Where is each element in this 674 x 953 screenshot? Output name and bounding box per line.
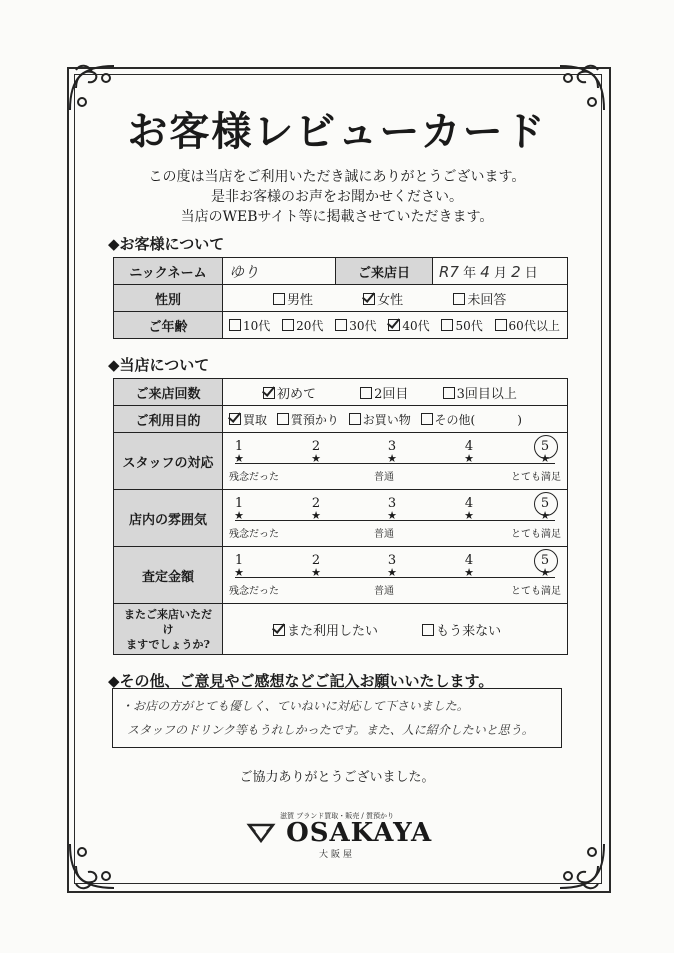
intro-line-1: この度は当店をご利用いただき誠にありがとうございます。 bbox=[148, 169, 526, 185]
gender-option-male[interactable]: 男性 bbox=[273, 293, 313, 308]
rating-number-4[interactable]: 4 bbox=[464, 439, 474, 454]
purpose-label: ご利用目的 bbox=[114, 406, 223, 433]
page-title: お客様レビューカード bbox=[127, 108, 547, 155]
thanks-message: ご協力ありがとうございました。 bbox=[239, 770, 435, 785]
star-icon: ★ bbox=[540, 452, 550, 465]
age-option-30s[interactable]: 30代 bbox=[335, 319, 376, 333]
age-option-40s[interactable]: 40代 bbox=[388, 319, 429, 333]
star-icon: ★ bbox=[234, 452, 244, 465]
rating-number-2[interactable]: 2 bbox=[311, 439, 321, 454]
star-icon: ★ bbox=[387, 566, 397, 579]
rating-label-atmosphere: 店内の雰囲気 bbox=[114, 490, 223, 547]
rating-high-label: とても満足 bbox=[511, 586, 561, 597]
logo-japanese: 大阪屋 bbox=[318, 850, 355, 860]
rating-number-4[interactable]: 4 bbox=[464, 496, 474, 511]
store-table bbox=[113, 378, 568, 655]
rating-high-label: とても満足 bbox=[511, 529, 561, 540]
rating-mid-label: 普通 bbox=[374, 529, 394, 540]
comments-box[interactable] bbox=[112, 688, 562, 748]
rating-number-1[interactable]: 1 bbox=[234, 439, 244, 454]
selected-rating-circle bbox=[534, 549, 558, 573]
purpose-option-buy[interactable]: 買取 bbox=[229, 413, 267, 427]
star-icon: ★ bbox=[464, 452, 474, 465]
rating-label-price: 査定金額 bbox=[114, 547, 223, 604]
comment-line-1: ・お店の方がとても優しく、ていねいに対応して下さいました。 bbox=[121, 699, 469, 713]
rating-low-label: 残念だった bbox=[229, 529, 279, 540]
rating-mid-label: 普通 bbox=[374, 586, 394, 597]
rating-number-3[interactable]: 3 bbox=[387, 439, 397, 454]
selected-rating-circle bbox=[534, 435, 558, 459]
star-icon: ★ bbox=[387, 452, 397, 465]
rating-mid-label: 普通 bbox=[374, 472, 394, 483]
star-icon: ★ bbox=[464, 509, 474, 522]
visit-date-label: ご来店日 bbox=[336, 258, 433, 285]
gender-option-none[interactable]: 未回答 bbox=[453, 293, 506, 308]
rating-number-2[interactable]: 2 bbox=[311, 553, 321, 568]
visits-option-second[interactable]: 2回目 bbox=[360, 387, 408, 402]
visit-date-field[interactable]: R7 年 4 月 2 日 bbox=[433, 258, 568, 285]
star-icon: ★ bbox=[311, 452, 321, 465]
star-icon: ★ bbox=[311, 509, 321, 522]
rating-high-label: とても満足 bbox=[511, 472, 561, 483]
rating-number-2[interactable]: 2 bbox=[311, 496, 321, 511]
logo-subtitle: 滋賀 ブランド買取・販売 / 質預かり bbox=[279, 812, 395, 820]
rating-number-3[interactable]: 3 bbox=[387, 496, 397, 511]
customer-heading: ◆お客様について bbox=[108, 235, 225, 253]
gender-label: 性別 bbox=[114, 285, 223, 312]
intro-line-3: 当店のWEBサイト等に掲載させていただきます。 bbox=[180, 209, 494, 225]
age-label: ご年齢 bbox=[114, 312, 223, 339]
visits-label: ご来店回数 bbox=[114, 379, 223, 406]
rating-low-label: 残念だった bbox=[229, 472, 279, 483]
corner-ornament-icon bbox=[62, 836, 122, 896]
purpose-option-other[interactable]: その他( ) bbox=[421, 413, 522, 427]
rating-label-staff: スタッフの対応 bbox=[114, 433, 223, 490]
intro-line-2: 是非お客様のお声をお聞かせください。 bbox=[211, 189, 463, 205]
osakaya-logo: OSAKAYA bbox=[246, 818, 432, 848]
rating-low-label: 残念だった bbox=[229, 586, 279, 597]
gender-option-female[interactable]: 女性 bbox=[363, 293, 403, 308]
return-option-yes[interactable]: また利用したい bbox=[273, 624, 378, 639]
age-option-50s[interactable]: 50代 bbox=[441, 319, 482, 333]
rating-scale-atmosphere[interactable] bbox=[229, 493, 561, 543]
visits-option-first[interactable]: 初めて bbox=[263, 387, 316, 402]
rating-number-5[interactable]: 5 bbox=[540, 439, 550, 454]
rating-line bbox=[235, 577, 555, 578]
store-heading: ◆当店について bbox=[108, 356, 210, 374]
star-icon: ★ bbox=[540, 509, 550, 522]
rating-number-1[interactable]: 1 bbox=[234, 496, 244, 511]
star-icon: ★ bbox=[234, 509, 244, 522]
diamond-logo-icon bbox=[246, 821, 276, 843]
star-icon: ★ bbox=[311, 566, 321, 579]
purpose-option-shop[interactable]: お買い物 bbox=[349, 413, 411, 427]
rating-number-1[interactable]: 1 bbox=[234, 553, 244, 568]
age-option-20s[interactable]: 20代 bbox=[282, 319, 323, 333]
checkbox-icon bbox=[453, 293, 465, 305]
star-icon: ★ bbox=[234, 566, 244, 579]
visits-option-third[interactable]: 3回目以上 bbox=[443, 387, 517, 402]
comments-heading: ◆その他、ご意見やご感想などご記入お願いいたします。 bbox=[108, 672, 494, 690]
rating-line bbox=[235, 463, 555, 464]
nickname-value[interactable]: ゆり bbox=[229, 262, 260, 281]
return-option-no[interactable]: もう来ない bbox=[422, 624, 501, 639]
customer-table bbox=[113, 257, 568, 339]
age-option-10s[interactable]: 10代 bbox=[229, 319, 270, 333]
checkbox-checked-icon bbox=[363, 293, 375, 305]
corner-ornament-icon bbox=[552, 836, 612, 896]
purpose-option-pawn[interactable]: 質預かり bbox=[277, 413, 339, 427]
nickname-label: ニックネーム bbox=[114, 258, 223, 285]
star-icon: ★ bbox=[387, 509, 397, 522]
selected-rating-circle bbox=[534, 492, 558, 516]
checkbox-icon bbox=[273, 293, 285, 305]
rating-number-5[interactable]: 5 bbox=[540, 553, 550, 568]
rating-scale-staff[interactable] bbox=[229, 436, 561, 486]
comment-line-2: スタッフのドリンク等もうれしかったです。また、人に紹介したいと思う。 bbox=[127, 723, 534, 737]
age-option-60s[interactable]: 60代以上 bbox=[495, 319, 560, 333]
rating-scale-price[interactable] bbox=[229, 550, 561, 600]
return-label: またご来店いただけ ますでしょうか? bbox=[114, 604, 223, 655]
rating-line bbox=[235, 520, 555, 521]
rating-number-4[interactable]: 4 bbox=[464, 553, 474, 568]
star-icon: ★ bbox=[464, 566, 474, 579]
rating-number-3[interactable]: 3 bbox=[387, 553, 397, 568]
star-icon: ★ bbox=[540, 566, 550, 579]
rating-number-5[interactable]: 5 bbox=[540, 496, 550, 511]
